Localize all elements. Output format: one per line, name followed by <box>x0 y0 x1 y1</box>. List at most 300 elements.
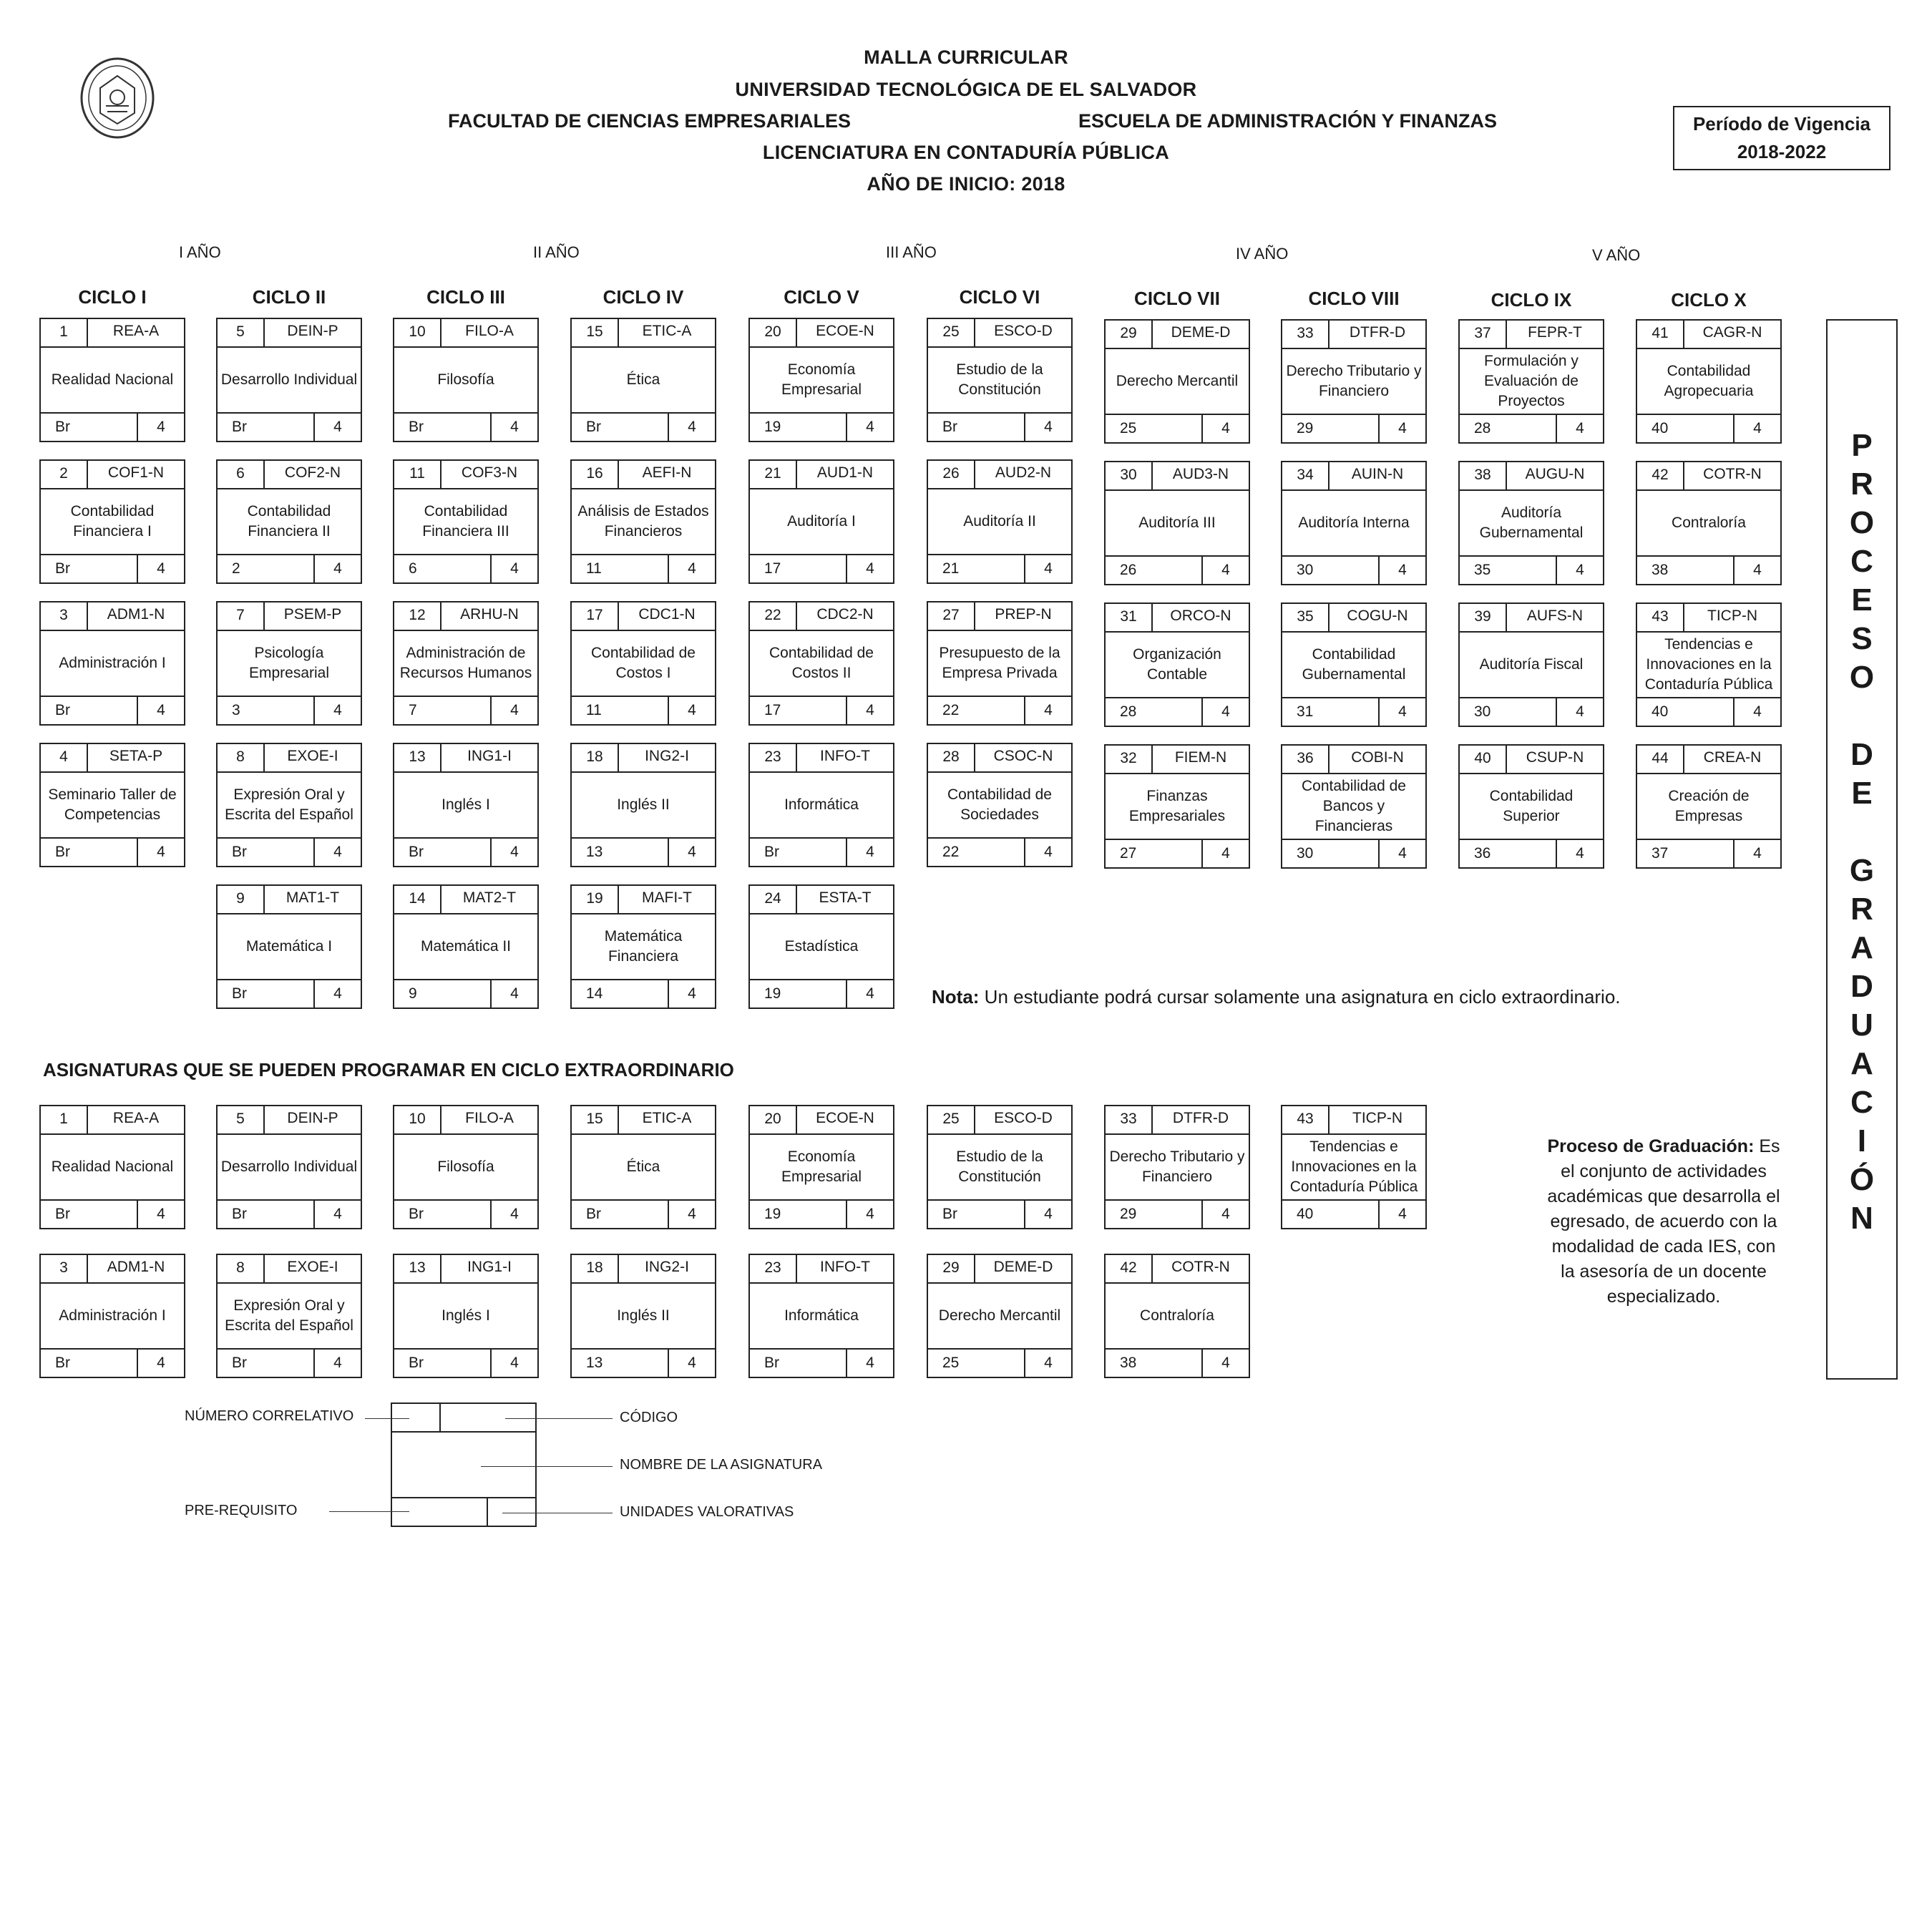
note-label: Nota: <box>932 986 980 1008</box>
graduation-vertical-letter: O <box>1849 505 1875 540</box>
subject-code: EXOE-I <box>287 748 338 764</box>
subject-code: CSOC-N <box>993 748 1053 764</box>
subject-code: ING2-I <box>645 748 689 764</box>
subject-number: 30 <box>1106 462 1153 489</box>
subject-credits: 4 <box>668 980 715 1008</box>
validity-period-box <box>1673 106 1890 170</box>
subject-credits: 4 <box>846 1201 893 1228</box>
subject-credits: 4 <box>313 839 361 866</box>
subject-card <box>748 743 894 867</box>
subject-number: 32 <box>1106 746 1153 773</box>
subject-code: ETIC-A <box>642 323 692 339</box>
legend-num-label: NÚMERO CORRELATIVO <box>185 1408 354 1424</box>
subject-number: 23 <box>750 1255 797 1282</box>
subject-prerequisite: 7 <box>409 702 417 718</box>
subject-prerequisite: Br <box>232 844 247 860</box>
subject-number: 25 <box>928 1106 975 1133</box>
legend-arrow <box>329 1511 409 1512</box>
cycle-header: CICLO VII <box>1134 288 1220 309</box>
subject-code: EXOE-I <box>287 1259 338 1275</box>
subject-prerequisite: Br <box>232 419 247 435</box>
subject-credits: 4 <box>1378 557 1425 584</box>
subject-card <box>748 1254 894 1378</box>
subject-code: COF1-N <box>107 464 165 481</box>
subject-number: 19 <box>572 886 619 913</box>
subject-name: Auditoría III <box>1138 514 1216 531</box>
subject-credits: 4 <box>137 1201 184 1228</box>
subject-card <box>393 884 539 1009</box>
subject-card <box>393 1105 539 1229</box>
subject-number: 43 <box>1282 1106 1330 1133</box>
subject-prerequisite: 35 <box>1474 562 1491 578</box>
subject-card <box>927 1105 1073 1229</box>
graduation-text: Es el conjunto de actividades académicas que desarrolla el egresado, de acuerdo con la modalidad de cada IES, con la asesoría de un docente especializado. <box>1547 1136 1780 1307</box>
subject-name: Realidad Nacional <box>51 1158 174 1175</box>
subject-name: Contabilidad Financiera III <box>422 503 509 540</box>
subject-prerequisite: 25 <box>942 1355 960 1371</box>
subject-credits: 4 <box>313 697 361 724</box>
subject-credits: 4 <box>846 839 893 866</box>
subject-name: Informática <box>784 796 859 813</box>
subject-prerequisite: 36 <box>1474 845 1491 862</box>
subject-card <box>1104 603 1250 727</box>
subject-code: PSEM-P <box>283 606 342 623</box>
subject-code: AUFS-N <box>1526 608 1584 624</box>
subject-code: CAGR-N <box>1702 324 1762 341</box>
subject-name: Administración de Recursos Humanos <box>399 645 532 681</box>
subject-number: 20 <box>750 1106 797 1133</box>
subject-code: REA-A <box>112 1110 160 1126</box>
subject-credits: 4 <box>313 1201 361 1228</box>
subject-prerequisite: 11 <box>586 702 602 718</box>
graduation-vertical-letter: N <box>1850 1201 1873 1236</box>
subject-number: 16 <box>572 461 619 488</box>
subject-prerequisite: 19 <box>764 985 781 1002</box>
graduation-vertical-letter: D <box>1850 737 1873 772</box>
subject-card <box>570 318 716 442</box>
subject-name: Derecho Mercantil <box>938 1307 1061 1324</box>
subject-prerequisite: 30 <box>1474 703 1491 720</box>
subject-code: COF3-N <box>461 464 518 481</box>
subject-credits: 4 <box>846 414 893 441</box>
subject-credits: 4 <box>1378 698 1425 726</box>
subject-code: DEIN-P <box>287 1110 338 1126</box>
subject-number: 5 <box>218 319 265 346</box>
subject-name: Tendencias e Innovaciones en la Contaduría Pública <box>1644 636 1773 693</box>
subject-prerequisite: 30 <box>1297 562 1314 578</box>
subject-credits: 4 <box>313 555 361 582</box>
subject-credits: 4 <box>137 1350 184 1377</box>
subject-name: Matemática Financiera <box>604 928 683 965</box>
note <box>932 986 1621 1008</box>
subject-code: INFO-T <box>820 1259 870 1275</box>
subject-credits: 4 <box>490 697 537 724</box>
subject-credits: 4 <box>1556 840 1603 867</box>
graduation-vertical-letter: D <box>1850 969 1873 1004</box>
subject-credits: 4 <box>1201 557 1249 584</box>
subject-code: REA-A <box>112 323 160 339</box>
subject-prerequisite: 40 <box>1652 420 1669 436</box>
subject-prerequisite: 31 <box>1297 703 1314 720</box>
subject-prerequisite: 21 <box>942 560 960 577</box>
subject-prerequisite: 14 <box>586 985 603 1002</box>
subject-card <box>1281 744 1427 869</box>
graduation-vertical-letter: A <box>1850 1046 1873 1081</box>
subject-code: INFO-T <box>820 748 870 764</box>
subject-number: 31 <box>1106 604 1153 631</box>
subject-card <box>393 1254 539 1378</box>
subject-card <box>1281 603 1427 727</box>
graduation-vertical-letter: A <box>1850 930 1873 965</box>
subject-name: Auditoría II <box>963 513 1036 530</box>
subject-code: AUD2-N <box>995 464 1052 481</box>
subject-credits: 4 <box>1024 1350 1071 1377</box>
subject-prerequisite: 30 <box>1297 845 1314 862</box>
subject-name: Economía Empresarial <box>781 361 862 398</box>
subject-name: Expresión Oral y Escrita del Español <box>225 1297 353 1334</box>
subject-number: 3 <box>41 603 88 630</box>
subject-credits: 4 <box>846 980 893 1008</box>
subject-prerequisite: 2 <box>232 560 240 577</box>
graduation-vertical-letter: S <box>1851 621 1873 656</box>
subject-card <box>1104 319 1250 444</box>
extraordinary-section-title: ASIGNATURAS QUE SE PUEDEN PROGRAMAR EN CICLO EXTRAORDINARIO <box>43 1059 734 1080</box>
subject-credits: 4 <box>137 839 184 866</box>
subject-credits: 4 <box>1024 555 1071 582</box>
graduation-vertical-letter: R <box>1850 467 1873 502</box>
subject-name: Informática <box>784 1307 859 1324</box>
graduation-vertical-letter: P <box>1851 428 1873 463</box>
subject-card <box>216 318 362 442</box>
subject-card <box>216 601 362 726</box>
subject-number: 25 <box>928 319 975 346</box>
subject-card <box>570 743 716 867</box>
subject-credits: 4 <box>1024 1201 1071 1228</box>
subject-name: Contabilidad Superior <box>1489 788 1574 824</box>
subject-code: ARHU-N <box>460 606 519 623</box>
subject-name: Contabilidad Gubernamental <box>1302 646 1406 683</box>
subject-name: Contabilidad de Costos II <box>769 645 874 681</box>
graduation-title: Proceso de Graduación: <box>1547 1136 1755 1156</box>
subject-prerequisite: Br <box>409 1355 424 1371</box>
subject-prerequisite: Br <box>55 419 70 435</box>
subject-code: MAT1-T <box>286 889 340 906</box>
subject-number: 1 <box>41 319 88 346</box>
subject-code: CSUP-N <box>1526 749 1584 766</box>
subject-card <box>39 601 185 726</box>
subject-name: Administración I <box>59 655 166 671</box>
subject-prerequisite: 27 <box>1120 845 1137 862</box>
subject-card <box>927 743 1073 867</box>
legend-arrow <box>481 1466 613 1467</box>
subject-code: FILO-A <box>465 1110 514 1126</box>
subject-card <box>570 1254 716 1378</box>
subject-number: 8 <box>218 1255 265 1282</box>
subject-credits: 4 <box>137 555 184 582</box>
subject-name: Auditoría Gubernamental <box>1479 504 1584 541</box>
subject-number: 4 <box>41 744 88 771</box>
graduation-vertical-letter: C <box>1850 544 1873 579</box>
subject-number: 18 <box>572 1255 619 1282</box>
subject-code: COTR-N <box>1171 1259 1230 1275</box>
subject-prerequisite: 13 <box>586 1355 603 1371</box>
legend-uv-label: UNIDADES VALORATIVAS <box>620 1504 794 1520</box>
subject-name: Análisis de Estados Financieros <box>577 503 709 540</box>
subject-card <box>1104 461 1250 585</box>
subject-code: AEFI-N <box>642 464 692 481</box>
subject-code: FEPR-T <box>1528 324 1582 341</box>
subject-card <box>1458 319 1604 444</box>
subject-prerequisite: Br <box>409 419 424 435</box>
subject-credits: 4 <box>313 980 361 1008</box>
subject-number: 37 <box>1460 321 1507 348</box>
subject-prerequisite: 40 <box>1652 703 1669 720</box>
subject-credits: 4 <box>846 697 893 724</box>
subject-prerequisite: 38 <box>1652 562 1669 578</box>
subject-name: Contabilidad Financiera I <box>70 503 155 540</box>
subject-name: Matemática II <box>420 938 512 955</box>
subject-name: Filosofía <box>437 1158 494 1175</box>
subject-code: DTFR-D <box>1172 1110 1229 1126</box>
subject-credits: 4 <box>668 1201 715 1228</box>
subject-code: TICP-N <box>1352 1110 1402 1126</box>
subject-code: AUGU-N <box>1525 466 1585 482</box>
subject-card <box>1104 1254 1250 1378</box>
subject-prerequisite: Br <box>764 1355 779 1371</box>
subject-card <box>1636 461 1782 585</box>
subject-number: 42 <box>1637 462 1684 489</box>
subject-credits: 4 <box>846 1350 893 1377</box>
subject-card <box>39 743 185 867</box>
subject-credits: 4 <box>490 1201 537 1228</box>
subject-number: 20 <box>750 319 797 346</box>
subject-name: Auditoría Interna <box>1298 514 1410 531</box>
subject-code: ECOE-N <box>816 1110 874 1126</box>
subject-card <box>1636 603 1782 727</box>
subject-prerequisite: 28 <box>1474 420 1491 436</box>
subject-prerequisite: 17 <box>764 702 781 718</box>
year-label: IV AÑO <box>1236 245 1289 263</box>
subject-card <box>570 459 716 584</box>
subject-prerequisite: 19 <box>764 1206 781 1222</box>
subject-card <box>216 884 362 1009</box>
subject-card <box>748 884 894 1009</box>
subject-code: TICP-N <box>1707 608 1757 624</box>
subject-card <box>1281 461 1427 585</box>
subject-number: 14 <box>394 886 441 913</box>
graduation-vertical-letter: R <box>1850 892 1873 927</box>
subject-prerequisite: 38 <box>1120 1355 1137 1371</box>
subject-name: Ética <box>626 371 660 388</box>
subject-number: 10 <box>394 319 441 346</box>
subject-code: ADM1-N <box>107 1259 165 1275</box>
subject-code: DEME-D <box>1171 324 1231 341</box>
subject-name: Contraloría <box>1140 1307 1214 1324</box>
subject-number: 1 <box>41 1106 88 1133</box>
subject-prerequisite: 26 <box>1120 562 1137 578</box>
graduation-description <box>1546 1134 1782 1309</box>
subject-code: ETIC-A <box>642 1110 692 1126</box>
subject-card <box>570 601 716 726</box>
subject-credits: 4 <box>1556 557 1603 584</box>
subject-number: 22 <box>750 603 797 630</box>
subject-credits: 4 <box>1201 415 1249 442</box>
subject-card <box>1104 744 1250 869</box>
subject-card <box>216 1105 362 1229</box>
subject-card <box>393 743 539 867</box>
subject-code: ESTA-T <box>819 889 872 906</box>
degree-name: LICENCIATURA EN CONTADURÍA PÚBLICA <box>762 142 1170 163</box>
subject-name: Inglés II <box>617 1307 670 1324</box>
subject-name: Filosofía <box>437 371 494 388</box>
subject-card <box>927 459 1073 584</box>
subject-code: MAFI-T <box>642 889 692 906</box>
subject-name: Formulación y Evaluación de Proyectos <box>1484 353 1579 409</box>
subject-name: Contraloría <box>1672 514 1746 531</box>
subject-card <box>393 601 539 726</box>
graduation-vertical-letter: Ó <box>1849 1162 1875 1197</box>
subject-credits: 4 <box>668 555 715 582</box>
subject-credits: 4 <box>1378 840 1425 867</box>
subject-code: AUD1-N <box>816 464 874 481</box>
subject-credits: 4 <box>1201 840 1249 867</box>
subject-card <box>1281 1105 1427 1229</box>
subject-prerequisite: 29 <box>1120 1206 1137 1222</box>
graduation-process-box <box>1826 319 1898 1380</box>
subject-card <box>1458 603 1604 727</box>
subject-card <box>570 884 716 1009</box>
cycle-header: CICLO X <box>1671 289 1747 311</box>
cycle-header: CICLO IX <box>1491 289 1572 311</box>
subject-number: 29 <box>928 1255 975 1282</box>
subject-number: 17 <box>572 603 619 630</box>
subject-prerequisite: Br <box>942 1206 957 1222</box>
graduation-vertical-letter: C <box>1850 1085 1873 1120</box>
subject-credits: 4 <box>137 414 184 441</box>
subject-credits: 4 <box>490 980 537 1008</box>
subject-credits: 4 <box>846 555 893 582</box>
subject-number: 5 <box>218 1106 265 1133</box>
subject-number: 26 <box>928 461 975 488</box>
graduation-vertical-letter: E <box>1851 776 1873 811</box>
subject-prerequisite: Br <box>55 702 70 718</box>
subject-number: 13 <box>394 744 441 771</box>
subject-card <box>39 318 185 442</box>
subject-prerequisite: Br <box>942 419 957 435</box>
graduation-vertical-letter: G <box>1849 853 1875 888</box>
subject-name: Contabilidad de Bancos y Financieras <box>1302 778 1406 834</box>
subject-number: 36 <box>1282 746 1330 773</box>
subject-name: Realidad Nacional <box>51 371 174 388</box>
subject-code: CDC2-N <box>816 606 874 623</box>
subject-credits: 4 <box>1378 415 1425 442</box>
subject-prerequisite: 13 <box>586 844 603 860</box>
cycle-header: CICLO I <box>78 286 147 308</box>
subject-prerequisite: 17 <box>764 560 781 577</box>
subject-number: 15 <box>572 319 619 346</box>
subject-name: Derecho Tributario y Financiero <box>1286 363 1422 399</box>
subject-code: DTFR-D <box>1349 324 1406 341</box>
note-text: Un estudiante podrá cursar solamente una asignatura en ciclo extraordinario. <box>984 986 1621 1008</box>
subject-name: Inglés I <box>441 1307 490 1324</box>
subject-name: Derecho Tributario y Financiero <box>1109 1148 1245 1185</box>
cycle-header: CICLO VI <box>959 286 1040 308</box>
legend-arrow <box>365 1418 409 1419</box>
subject-credits: 4 <box>1733 698 1780 726</box>
year-label: II AÑO <box>533 243 580 261</box>
subject-number: 40 <box>1460 746 1507 773</box>
subject-credits: 4 <box>1024 839 1071 866</box>
subject-number: 13 <box>394 1255 441 1282</box>
subject-card <box>39 459 185 584</box>
subject-credits: 4 <box>668 1350 715 1377</box>
subject-name: Organización Contable <box>1133 646 1221 683</box>
subject-credits: 4 <box>1201 698 1249 726</box>
subject-prerequisite: 28 <box>1120 703 1137 720</box>
subject-card <box>216 459 362 584</box>
subject-number: 9 <box>218 886 265 913</box>
subject-card <box>748 318 894 442</box>
subject-prerequisite: Br <box>232 1206 247 1222</box>
subject-code: AUIN-N <box>1351 466 1404 482</box>
subject-number: 15 <box>572 1106 619 1133</box>
subject-card <box>1458 461 1604 585</box>
subject-credits: 4 <box>313 1350 361 1377</box>
subject-credits: 4 <box>490 555 537 582</box>
subject-name: Seminario Taller de Competencias <box>48 786 177 823</box>
graduation-vertical-letter: E <box>1851 582 1873 618</box>
year-label: I AÑO <box>179 243 221 261</box>
subject-credits: 4 <box>1556 415 1603 442</box>
subject-code: MAT2-T <box>462 889 517 906</box>
subject-card <box>1104 1105 1250 1229</box>
subject-code: ADM1-N <box>107 606 165 623</box>
subject-card <box>1281 319 1427 444</box>
subject-credits: 4 <box>1024 697 1071 724</box>
subject-credits: 4 <box>668 414 715 441</box>
subject-card <box>927 318 1073 442</box>
subject-prerequisite: Br <box>586 419 601 435</box>
cycle-header: CICLO VIII <box>1308 288 1400 309</box>
subject-prerequisite: Br <box>586 1206 601 1222</box>
subject-prerequisite: 25 <box>1120 420 1137 436</box>
subject-credits: 4 <box>668 839 715 866</box>
subject-prerequisite: Br <box>409 844 424 860</box>
subject-credits: 4 <box>1733 840 1780 867</box>
subject-card <box>927 1254 1073 1378</box>
cycle-header: CICLO II <box>252 286 326 308</box>
subject-number: 8 <box>218 744 265 771</box>
subject-name: Estadística <box>784 938 859 955</box>
subject-name: Presupuesto de la Empresa Privada <box>939 645 1060 681</box>
subject-code: CREA-N <box>1703 749 1762 766</box>
subject-name: Matemática I <box>245 938 333 955</box>
subject-prerequisite: Br <box>55 1206 70 1222</box>
subject-prerequisite: 6 <box>409 560 417 577</box>
subject-code: FILO-A <box>465 323 514 339</box>
subject-number: 11 <box>394 461 441 488</box>
subject-credits: 4 <box>1201 1201 1249 1228</box>
faculty-name: FACULTAD DE CIENCIAS EMPRESARIALES <box>448 110 852 132</box>
subject-code: ESCO-D <box>994 323 1053 339</box>
subject-card <box>393 318 539 442</box>
subject-code: ING2-I <box>645 1259 689 1275</box>
subject-credits: 4 <box>1378 1201 1425 1228</box>
subject-credits: 4 <box>313 414 361 441</box>
subject-card <box>216 743 362 867</box>
subject-card <box>216 1254 362 1378</box>
school-name: ESCUELA DE ADMINISTRACIÓN Y FINANZAS <box>1078 110 1498 132</box>
